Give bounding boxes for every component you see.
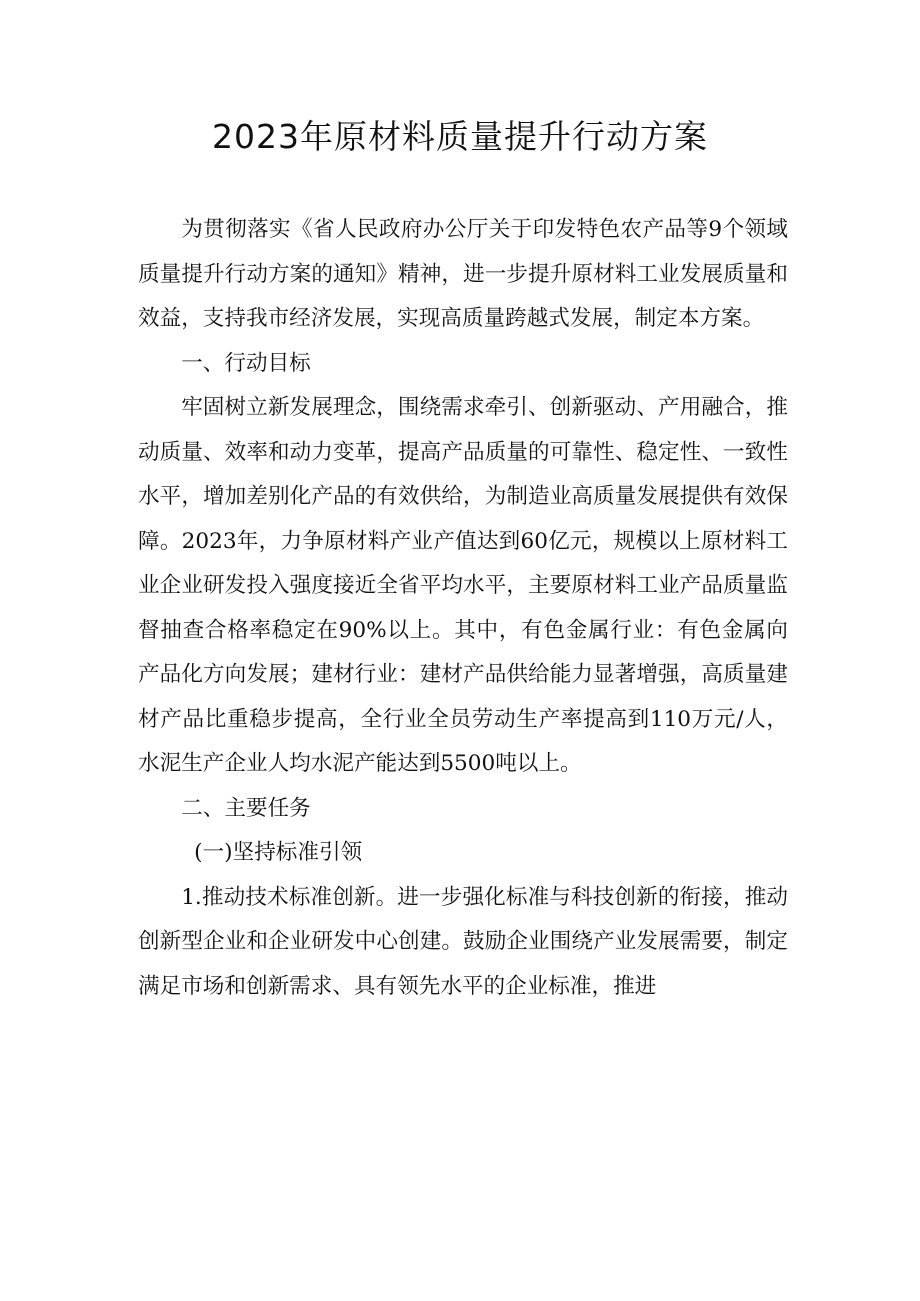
section-heading-tasks: 二、主要任务 <box>181 795 311 821</box>
intro-paragraph: 为贯彻落实《省人民政府办公厅关于印发特色农产品等9个领域质量提升行动方案的通知》精神，进一步提升原材料工业发展质量和效益，支持我市经济发展，实现高质量跨越式发展，制定本方案。 <box>138 217 788 331</box>
section-heading-goals: 一、行动目标 <box>181 350 311 376</box>
task-paragraph-standards: 1.推动技术标准创新。进一步强化标准与科技创新的衔接，推动创新型企业和企业研发中心创建。鼓励企业围绕产业发展需要，制定满足市场和创新需求、具有领先水平的企业标准，推进 <box>138 884 788 999</box>
subsection-heading-standards: (一)坚持标准引领 <box>194 840 363 865</box>
document-title: 2023年原材料质量提升行动方案 <box>212 117 708 156</box>
document-body <box>138 208 788 1009</box>
goals-paragraph: 牢固树立新发展理念，围绕需求牵引、创新驱动、产用融合，推动质量、效率和动力变革，提高产品质量的可靠性、稳定性、一致性水平，增加差别化产品的有效供给，为制造业高质量发展提供有效保障。2023年，力争原材料产业产值达到60亿元，规模以上原材料工业企业研发投入强度接近全省平均水平，主要原材料工业产品质量监督抽查合格率稳定在90%以上。其中，有色金属行业：有色金属向产品化方向发展；建材行业：建材产品供给能力显著增强，高质量建材产品比重稳步提高，全行业全员劳动生产率提高到110万元/人，水泥生产企业人均水泥产能达到5500吨以上。 <box>138 395 788 776</box>
